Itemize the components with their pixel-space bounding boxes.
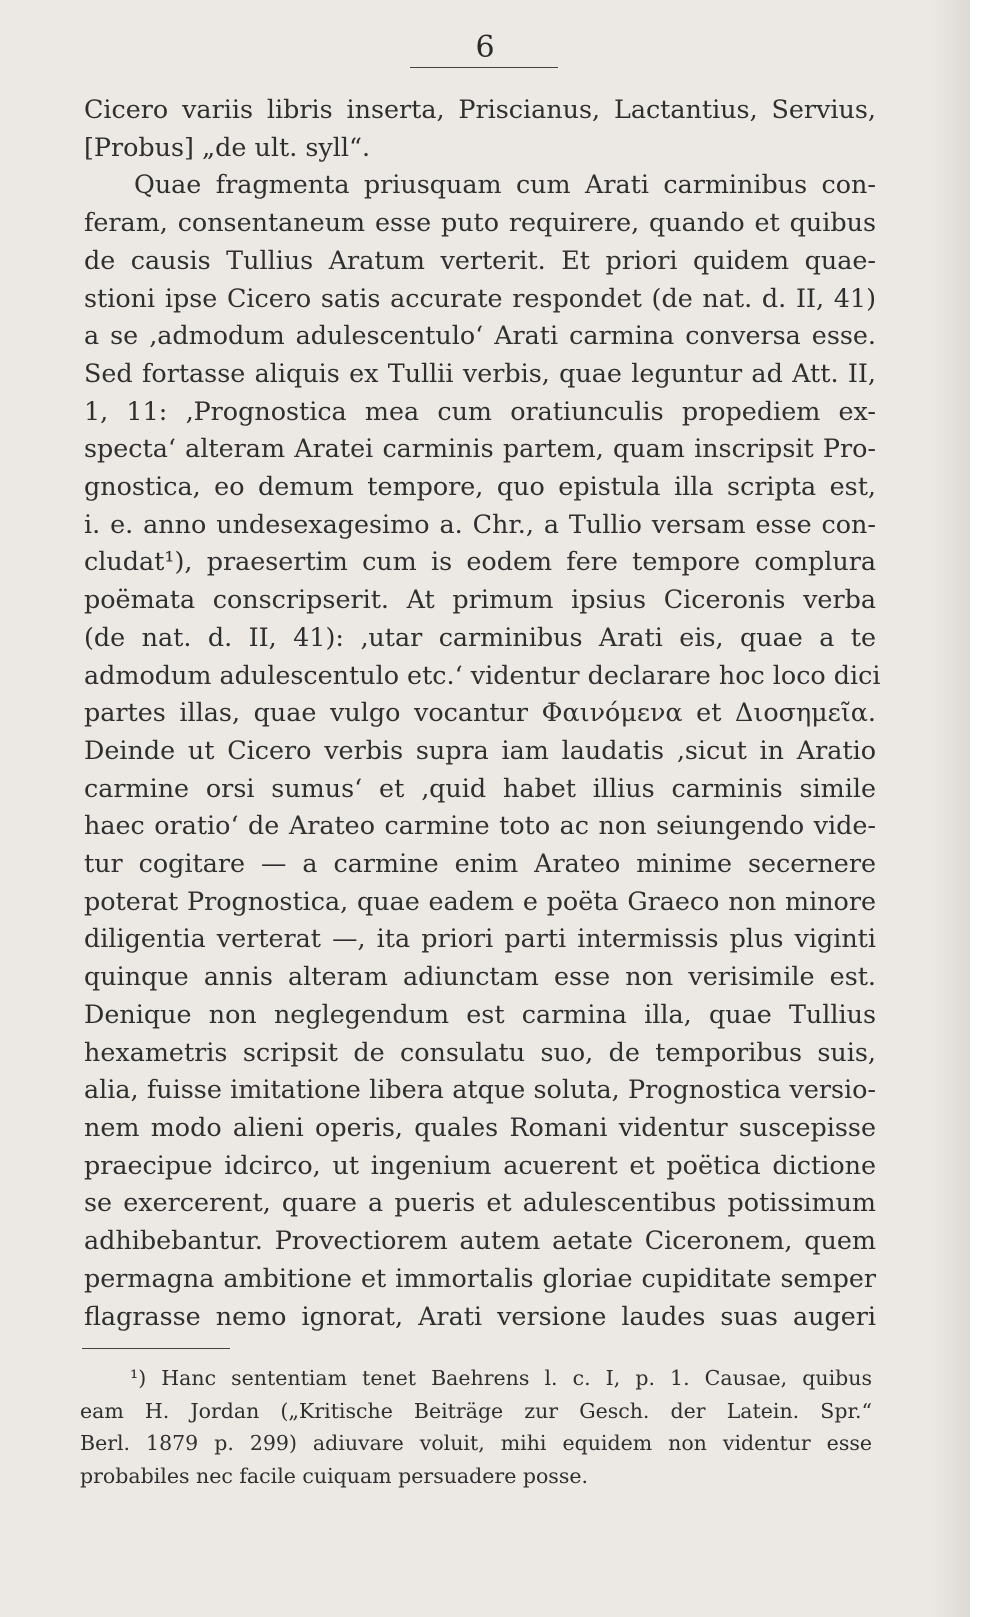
footnotes [80, 1362, 872, 1492]
main-text [84, 91, 881, 1335]
footnote-line: probabiles nec facile cuiquam persuadere posse. [80, 1463, 588, 1488]
text-line: haec oratio‘ de Arateo carmine toto ac non seiungendo vide- [84, 810, 876, 841]
text-line: permagna ambitione et immortalis gloriae cupiditate semper [84, 1262, 876, 1293]
text-line: Deinde ut Cicero verbis supra iam laudatis ‚sicut in Aratio [84, 734, 876, 765]
text-line: tur cogitare — a carmine enim Arateo minime secernere [84, 848, 876, 879]
page-edge-shadow [930, 0, 970, 1617]
text-line: (de nat. d. II, 41): ‚utar carminibus Arati eis, quae a te [84, 621, 876, 652]
footnote-line: Berl. 1879 p. 299) adiuvare voluit, mihi equidem non videntur esse [80, 1431, 872, 1455]
text-line: partes illas, quae vulgo vocantur Φαινόμενα et Διοσημεῖα. [84, 697, 876, 728]
text-line: [Probus] „de ult. syll“. [84, 131, 371, 162]
footnote-line: eam H. Jordan („Kritische Beiträge zur Gesch. der Latein. Spr.“ [80, 1398, 872, 1423]
text-line: nem modo alieni operis, quales Romani videntur suscepisse [84, 1111, 876, 1142]
text-line: poëmata conscripserit. At primum ipsius Ciceronis verba [84, 584, 876, 615]
page-number: 6 [475, 30, 495, 65]
text-line: cludat¹), praesertim cum is eodem fere tempore complura [84, 546, 876, 577]
text-line: specta‘ alteram Aratei carminis partem, quam inscripsit Pro- [84, 433, 876, 464]
text-line: Sed fortasse aliquis ex Tullii verbis, quae leguntur ad Att. II, [84, 357, 876, 388]
text-line: de causis Tullius Aratum verterit. Et priori quidem quae- [84, 244, 876, 275]
text-line: hexametris scripsit de consulatu suo, de temporibus suis, [84, 1036, 876, 1067]
header-rule [410, 67, 558, 68]
text-line: diligentia verterat —, ita priori parti intermissis plus viginti [84, 923, 876, 954]
text-line: adhibebantur. Provectiorem autem aetate Ciceronem, quem [84, 1225, 876, 1256]
text-line: carmine orsi sumus‘ et ‚quid habet illius carminis simile [84, 772, 876, 803]
text-line: i. e. anno undesexagesimo a. Chr., a Tullio versam esse con- [84, 508, 876, 539]
text-line: stioni ipse Cicero satis accurate respondet (de nat. d. II, 41) [84, 282, 876, 313]
text-line: admodum adulescentulo etc.‘ videntur declarare hoc loco dici [84, 659, 881, 690]
text-line: a se ‚admodum adulescentulo‘ Arati carmina conversa esse. [84, 320, 876, 351]
text-line: Cicero variis libris inserta, Priscianus, Lactantius, Servius, [84, 94, 876, 124]
text-line: feram, consentaneum esse puto requirere, quando et quibus [84, 207, 876, 238]
text-line: se exercerent, quare a pueris et adulescentibus potissimum [84, 1187, 876, 1218]
text-line: Denique non neglegendum est carmina illa, quae Tullius [84, 998, 876, 1029]
text-line: alia, fuisse imitatione libera atque soluta, Prognostica versio- [84, 1074, 876, 1105]
text-line: flagrasse nemo ignorat, Arati versione laudes suas augeri [84, 1300, 876, 1331]
footnote-rule [82, 1348, 230, 1349]
footnote-line: ¹) Hanc sententiam tenet Baehrens l. c. I, p. 1. Causae, quibus [130, 1366, 872, 1390]
text-line: 1, 11: ‚Prognostica mea cum oratiunculis propediem ex- [84, 395, 876, 426]
text-line: poterat Prognostica, quae eadem e poëta Graeco non minore [84, 885, 876, 916]
text-line: gnostica, eo demum tempore, quo epistula illa scripta est, [84, 471, 876, 502]
text-line: quinque annis alteram adiunctam esse non verisimile est. [84, 961, 876, 992]
text-line: Quae fragmenta priusquam cum Arati carminibus con- [134, 169, 876, 200]
text-line: praecipue idcirco, ut ingenium acuerent et poëtica dictione [84, 1149, 876, 1180]
